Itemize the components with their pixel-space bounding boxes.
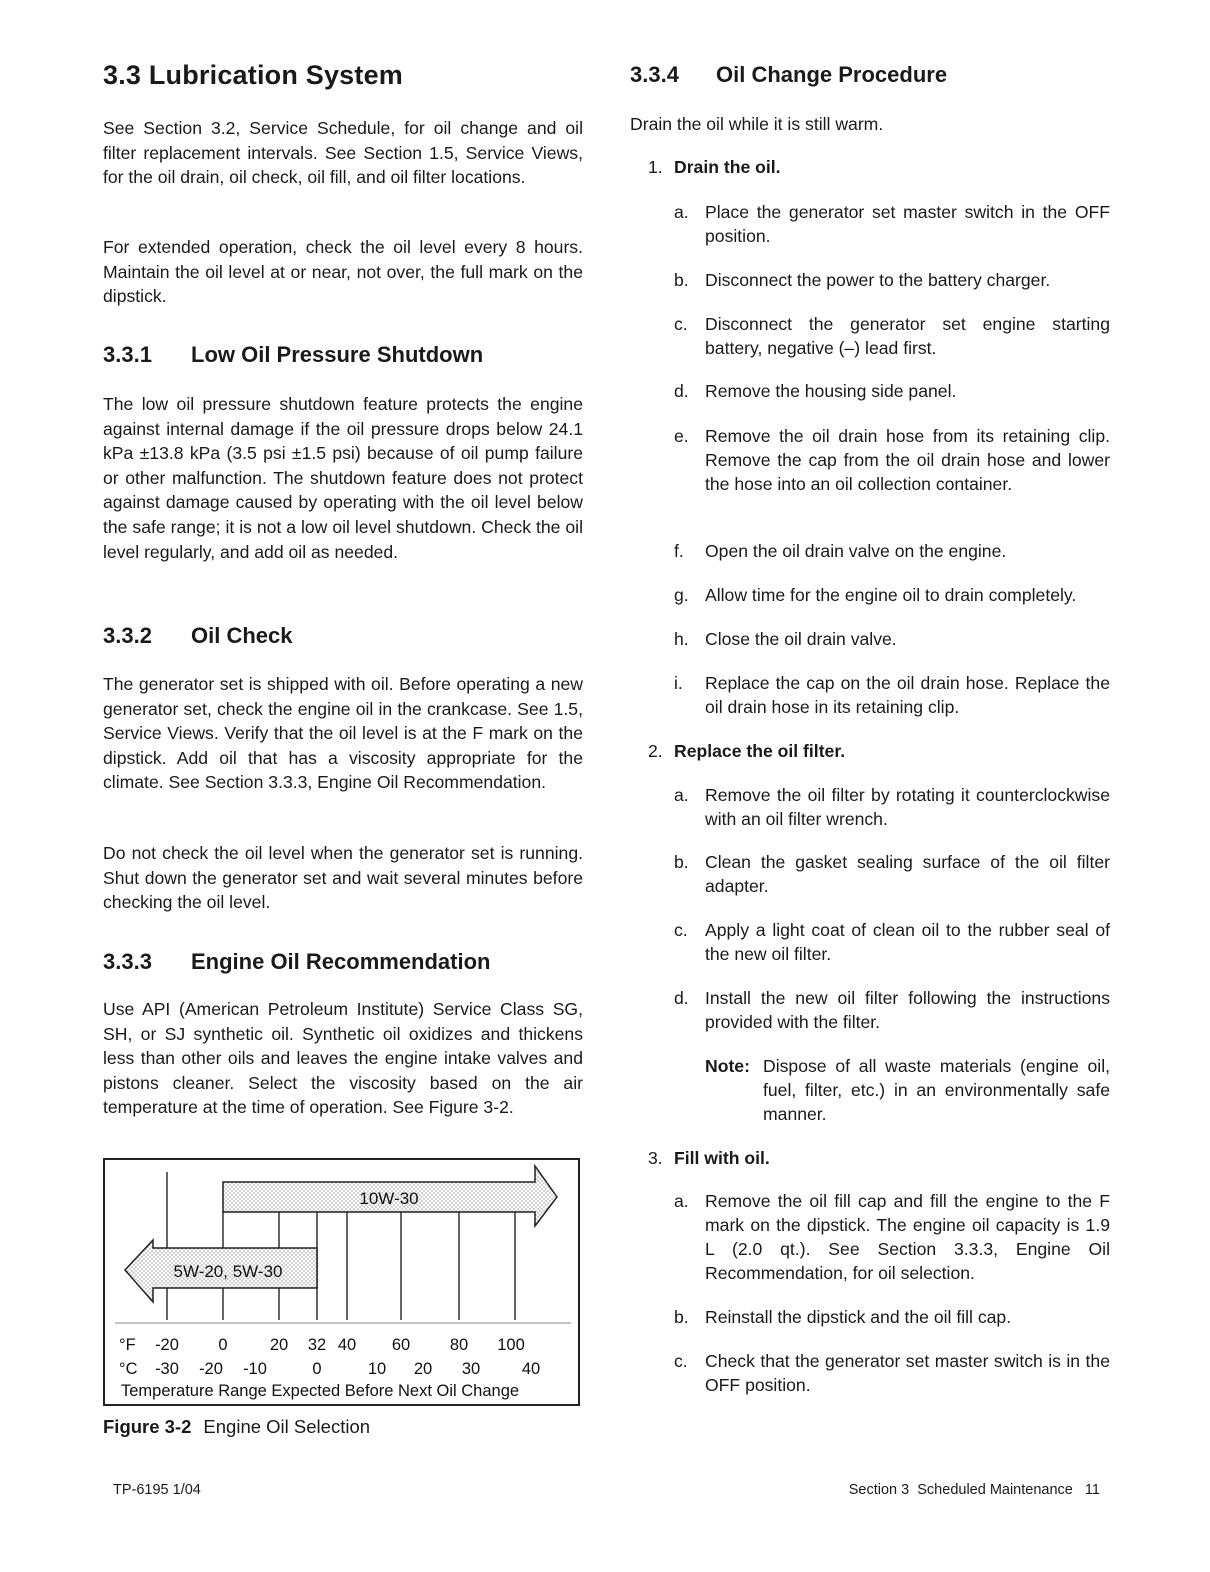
caption-text: Engine Oil Selection <box>203 1416 371 1437</box>
step-title: Drain the oil. <box>674 157 781 177</box>
step-number: 2. <box>648 741 663 761</box>
heading-3-3-3 <box>103 949 490 975</box>
oil-change-intro: Drain the oil while it is still warm. <box>630 114 884 134</box>
heading-3-3-2 <box>103 623 292 649</box>
c-tick: 10 <box>367 1360 387 1378</box>
step-1c <box>674 312 1110 360</box>
step-1e <box>674 424 1110 496</box>
heading-number: 3.3.2 <box>103 623 152 648</box>
item-letter: b. <box>674 1307 689 1327</box>
item-letter: f. <box>674 541 684 561</box>
item-text: Replace the cap on the oil drain hose. Replace the oil drain hose in its retaining clip. <box>705 673 1110 717</box>
c-tick: 0 <box>312 1360 322 1378</box>
step-2-heading <box>648 739 845 763</box>
intro-paragraph-1: See Section 3.2, Service Schedule, for oil change and oil filter replacement intervals. See Section 1.5, Service Views, for the oil drain, oil check, oil fill, and oil filter locations. <box>103 118 583 188</box>
f-tick: -20 <box>155 1336 179 1354</box>
step-2d <box>674 986 1110 1034</box>
heading-text: Engine Oil Recommendation <box>191 949 491 974</box>
step-2a <box>674 783 1110 831</box>
item-letter: h. <box>674 629 689 649</box>
item-text: Remove the oil drain hose from its retaining clip. Remove the cap from the oil drain hose and lower the hose into an oil collection container. <box>705 426 1110 494</box>
oil-selection-figure <box>103 1158 580 1406</box>
item-text: Clean the gasket sealing surface of the oil filter adapter. <box>705 852 1110 896</box>
item-text: Reinstall the dipstick and the oil fill cap. <box>705 1307 1012 1327</box>
caption-number: Figure 3-2 <box>103 1416 192 1437</box>
section-title: 3.3 Lubrication System <box>103 60 403 90</box>
item-letter: d. <box>674 381 689 401</box>
step-1a <box>674 200 1110 248</box>
item-letter: d. <box>674 988 689 1008</box>
step-3c <box>674 1349 1110 1397</box>
low-oil-pressure-paragraph: The low oil pressure shutdown feature protects the engine against internal damage if the oil pressure drops below 24.1 kPa ±13.8 kPa (3.5 psi ±1.5 psi) because of oil pump failure or other malfunction. The shutdown feature does not protect against damage caused by operating with the oil level below the safe range; it is not a low oil level shutdown. Check the oil level regularly, and add oil as needed. <box>103 394 583 562</box>
figure-caption <box>103 1416 370 1438</box>
intro-paragraph-2: For extended operation, check the oil level every 8 hours. Maintain the oil level at or near, not over, the full mark on the dipstick. <box>103 237 583 307</box>
step-1g <box>674 583 1110 607</box>
item-letter: a. <box>674 202 689 222</box>
oil-selection-chart <box>105 1160 578 1404</box>
item-text: Install the new oil filter following the instructions provided with the filter. <box>705 988 1110 1032</box>
oil-recommendation-paragraph: Use API (American Petroleum Institute) Service Class SG, SH, or SJ synthetic oil. Synthetic oil oxidizes and thickens less than other oils and leaves the engine intake valves and pistons cleaner. Select the viscosity based on the air temperature at the time of operation. See Figure 3-2. <box>103 999 583 1118</box>
oil-check-paragraph-2: Do not check the oil level when the generator set is running. Shut down the generator set and wait several minutes before checking the oil level. <box>103 843 583 913</box>
item-text: Close the oil drain valve. <box>705 629 897 649</box>
heading-number: 3.3.1 <box>103 342 152 367</box>
c-tick: -30 <box>155 1360 179 1378</box>
temperature-range-label: Temperature Range Expected Before Next Oil Change <box>121 1382 520 1400</box>
step-number: 1. <box>648 157 663 177</box>
item-text: Apply a light coat of clean oil to the rubber seal of the new oil filter. <box>705 920 1110 964</box>
step-1b <box>674 268 1110 292</box>
item-text: Allow time for the engine oil to drain completely. <box>705 585 1077 605</box>
c-tick: -20 <box>199 1360 223 1378</box>
step-2c <box>674 918 1110 966</box>
c-unit-label: °C <box>119 1360 138 1378</box>
step-title: Fill with oil. <box>674 1148 770 1168</box>
step-1i <box>674 671 1110 719</box>
f-tick: 80 <box>449 1336 469 1354</box>
item-letter: b. <box>674 270 689 290</box>
item-text: Check that the generator set master switch is in the OFF position. <box>705 1351 1110 1395</box>
footer-section-page: Section 3 Scheduled Maintenance 11 <box>848 1482 1100 1498</box>
item-letter: a. <box>674 785 689 805</box>
f-tick: 0 <box>218 1336 228 1354</box>
heading-text: Low Oil Pressure Shutdown <box>191 342 484 367</box>
arrow-10w-30-label: 10W-30 <box>359 1189 419 1208</box>
step-title: Replace the oil filter. <box>674 741 846 761</box>
item-letter: g. <box>674 585 689 605</box>
c-tick: -10 <box>243 1360 267 1378</box>
c-tick: 20 <box>413 1360 433 1378</box>
f-tick: 100 <box>497 1336 525 1354</box>
c-tick: 30 <box>461 1360 481 1378</box>
heading-text: Oil Check <box>191 623 293 648</box>
fahrenheit-scale <box>119 1336 525 1354</box>
item-text: Remove the housing side panel. <box>705 381 957 401</box>
item-letter: c. <box>674 314 688 334</box>
step-3-heading <box>648 1146 770 1170</box>
step-3b <box>674 1305 1110 1329</box>
item-text: Disconnect the generator set engine starting battery, negative (–) lead first. <box>705 314 1110 358</box>
f-tick: 20 <box>269 1336 289 1354</box>
footer-doc-id: TP-6195 1/04 <box>113 1482 201 1498</box>
item-text: Place the generator set master switch in the OFF position. <box>705 202 1110 246</box>
c-tick: 40 <box>521 1360 541 1378</box>
step-3a <box>674 1189 1110 1285</box>
oil-check-paragraph-1: The generator set is shipped with oil. Before operating a new generator set, check the engine oil in the crankcase. See 1.5, Service Views. Verify that the oil level is at the F mark on the dipstick. Add oil that has a viscosity appropriate for the climate. See Section 3.3.3, Engine Oil Recommendation. <box>103 674 583 793</box>
celsius-scale <box>119 1360 540 1378</box>
item-text: Remove the oil fill cap and fill the engine to the F mark on the dipstick. The engine oil capacity is 1.9 L (2.0 qt.). See Section 3.3.3, Engine Oil Recommendation, for oil selection. <box>705 1191 1110 1283</box>
step-1f <box>674 539 1110 563</box>
heading-3-3-4 <box>630 62 947 88</box>
note-text: Dispose of all waste materials (engine oil, fuel, filter, etc.) in an environmentally safe manner. <box>763 1056 1110 1124</box>
heading-3-3-1 <box>103 342 483 368</box>
item-letter: c. <box>674 1351 688 1371</box>
heading-number: 3.3.3 <box>103 949 152 974</box>
step-1-heading <box>648 155 781 179</box>
f-tick: 60 <box>391 1336 411 1354</box>
disposal-note <box>705 1054 1110 1126</box>
heading-text: Oil Change Procedure <box>716 62 948 87</box>
step-number: 3. <box>648 1148 663 1168</box>
f-unit-label: °F <box>119 1336 136 1354</box>
f-tick: 40 <box>337 1336 357 1354</box>
step-1d <box>674 379 1110 403</box>
heading-number: 3.3.4 <box>630 62 679 87</box>
f-tick: 32 <box>307 1336 327 1354</box>
item-letter: i. <box>674 673 683 693</box>
item-text: Remove the oil filter by rotating it counterclockwise with an oil filter wrench. <box>705 785 1110 829</box>
step-1h <box>674 627 1110 651</box>
item-letter: e. <box>674 426 689 446</box>
note-label: Note: <box>705 1056 750 1076</box>
item-text: Open the oil drain valve on the engine. <box>705 541 1007 561</box>
item-letter: a. <box>674 1191 689 1211</box>
item-text: Disconnect the power to the battery charger. <box>705 270 1051 290</box>
step-2b <box>674 850 1110 898</box>
item-letter: b. <box>674 852 689 872</box>
arrow-5w-label: 5W-20, 5W-30 <box>173 1262 283 1281</box>
item-letter: c. <box>674 920 688 940</box>
